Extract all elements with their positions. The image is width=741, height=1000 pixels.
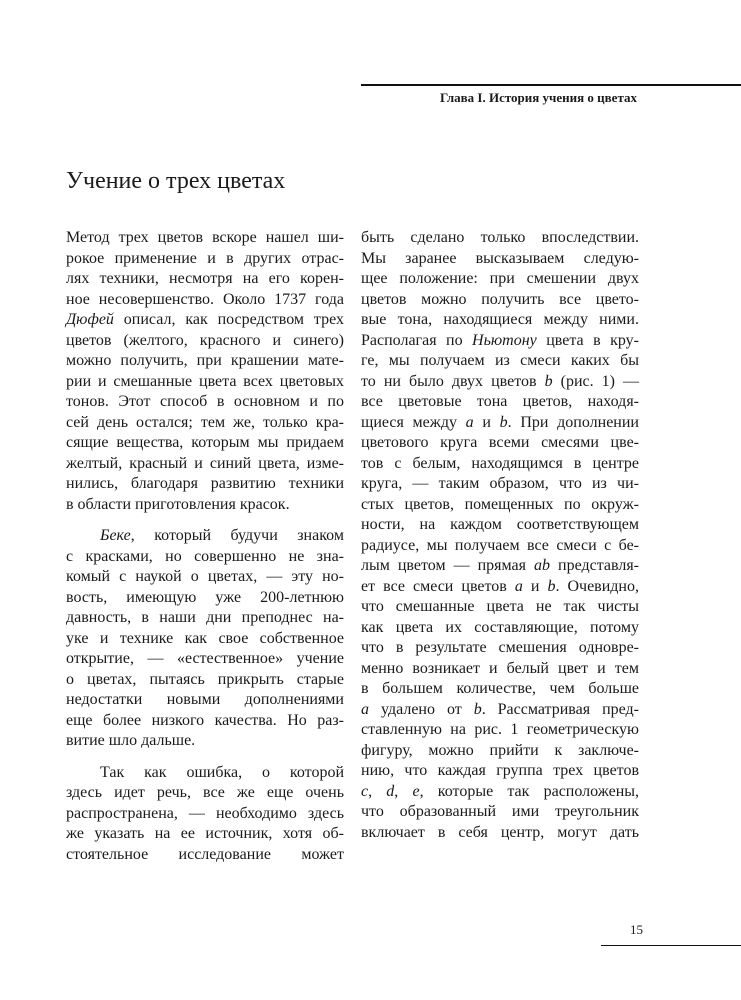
text-line: витие шло дальше. bbox=[66, 732, 196, 749]
text-line: Мы заранее высказываем следую- bbox=[361, 249, 639, 267]
text-line: цветов (желтого, красного и синего) bbox=[66, 331, 344, 349]
text-line: уке и технике как свое собственное bbox=[66, 629, 344, 647]
text-line: щее положение: при смешении двух bbox=[361, 270, 639, 287]
text-line: тов с белым, находящимся в центре bbox=[361, 454, 639, 472]
text-line: тонов. Этот способ в основном и по bbox=[66, 393, 344, 410]
paragraph-1 bbox=[66, 228, 344, 515]
text-line: менно возникает и белый цвет и тем bbox=[361, 659, 639, 677]
text-line: вость, имеющую уже 200-летнюю bbox=[66, 588, 344, 606]
paragraph-2 bbox=[66, 526, 344, 752]
text-line: ное несовершенство. Около 1737 года bbox=[66, 290, 344, 308]
text-line: Беке, который будучи знаком bbox=[100, 527, 344, 544]
section-title: Учение о трех цветах bbox=[66, 168, 286, 194]
text-line: включает в себя центр, могут дать bbox=[361, 823, 639, 841]
text-line: лях техники, несмотря на его корен- bbox=[66, 270, 344, 287]
text-line: еще более низкого качества. Но раз- bbox=[66, 711, 344, 729]
text-line: Так как ошибка, о которой bbox=[100, 763, 344, 781]
text-line: же указать на ее источник, хотя об- bbox=[66, 825, 344, 842]
text-line: стых цветов, помещенных по окруж- bbox=[361, 495, 639, 513]
text-line: ет все смеси цветов a и b. Очевидно, bbox=[361, 577, 639, 595]
text-line: a удалено от b. Рассматривая пред- bbox=[361, 700, 639, 718]
text-line: щиеся между a и b. При дополнении bbox=[361, 413, 639, 431]
text-line: круга, — таким образом, что из чи- bbox=[361, 475, 639, 492]
left-column bbox=[66, 228, 344, 865]
text-line: ности, на каждом соответствующем bbox=[361, 516, 639, 533]
text-line: Располагая по Ньютону цвета в кру- bbox=[361, 331, 640, 349]
text-line: распространена, — необходимо здесь bbox=[66, 804, 344, 822]
text-line: недостатки новыми дополнениями bbox=[66, 691, 344, 708]
paragraph-3 bbox=[66, 763, 344, 866]
text-line: что образованный ими треугольник bbox=[361, 803, 639, 820]
text-line: комый с наукой о цветах, — эту но- bbox=[66, 568, 344, 585]
text-line: можно получить, при крашении мате- bbox=[66, 352, 344, 369]
text-line: сей день остался; тем же, только кра- bbox=[66, 413, 344, 431]
text-line: радиусе, мы получаем все смеси с бе- bbox=[361, 536, 639, 554]
text-line: о цветах, пытаясь прикрыть старые bbox=[66, 670, 344, 688]
text-line: давность, в наши дни преподнес на- bbox=[66, 609, 344, 626]
text-line: Дюфей описал, как посредством трех bbox=[66, 311, 344, 328]
text-line: в области приготовления красок. bbox=[66, 495, 290, 513]
text-line: открытие, — «естественное» учение bbox=[66, 650, 344, 667]
text-line: нию, что каждая группа трех цветов bbox=[361, 762, 639, 779]
text-line: быть сделано только впоследствии. bbox=[361, 229, 639, 246]
text-line: c, d, e, которые так расположены, bbox=[361, 782, 639, 800]
text-line: с красками, но совершенно не зна- bbox=[66, 547, 344, 565]
header-rule bbox=[361, 84, 741, 86]
text-line: в большем количестве, чем больше bbox=[361, 680, 639, 697]
text-line: как цвета их составляющие, потому bbox=[361, 618, 639, 636]
text-line: ставленную на рис. 1 геометрическую bbox=[361, 721, 639, 738]
text-line: Метод трех цветов вскоре нашел ши- bbox=[66, 229, 344, 246]
text-line: желтый, красный и синий цвета, изме- bbox=[66, 454, 344, 472]
text-line: здесь идет речь, все же еще очень bbox=[66, 784, 344, 801]
right-column bbox=[361, 228, 639, 843]
text-line: ге, мы получаем из смеси каких бы bbox=[361, 352, 639, 369]
footer-rule bbox=[601, 945, 741, 946]
text-line: лым цветом — прямая ab представля- bbox=[361, 557, 640, 574]
text-line: фигуру, можно прийти к заключе- bbox=[361, 741, 639, 759]
text-line: все цветовые тона цветов, находя- bbox=[361, 393, 639, 410]
text-line: вые тона, находящиеся между ними. bbox=[361, 311, 639, 328]
text-line: что в результате смешения одновре- bbox=[361, 639, 639, 656]
text-line: то ни было двух цветов b (рис. 1) — bbox=[361, 372, 640, 390]
text-line: цветового круга всеми смесями цве- bbox=[361, 434, 639, 451]
text-line: нились, благодаря развитию техники bbox=[66, 475, 344, 492]
text-line: рокое применение и в других отрас- bbox=[66, 249, 344, 267]
text-line: сящие вещества, которым мы придаем bbox=[66, 434, 344, 451]
text-line: цветов можно получить все цвето- bbox=[361, 290, 639, 308]
text-line: рии и смешанные цвета всех цветовых bbox=[66, 372, 344, 390]
running-header: Глава I. История учения о цветах bbox=[440, 90, 637, 105]
text-line: стоятельное исследование может bbox=[66, 845, 344, 863]
text-line: что смешанные цвета не так чисты bbox=[361, 598, 639, 615]
page-number: 15 bbox=[630, 922, 643, 937]
